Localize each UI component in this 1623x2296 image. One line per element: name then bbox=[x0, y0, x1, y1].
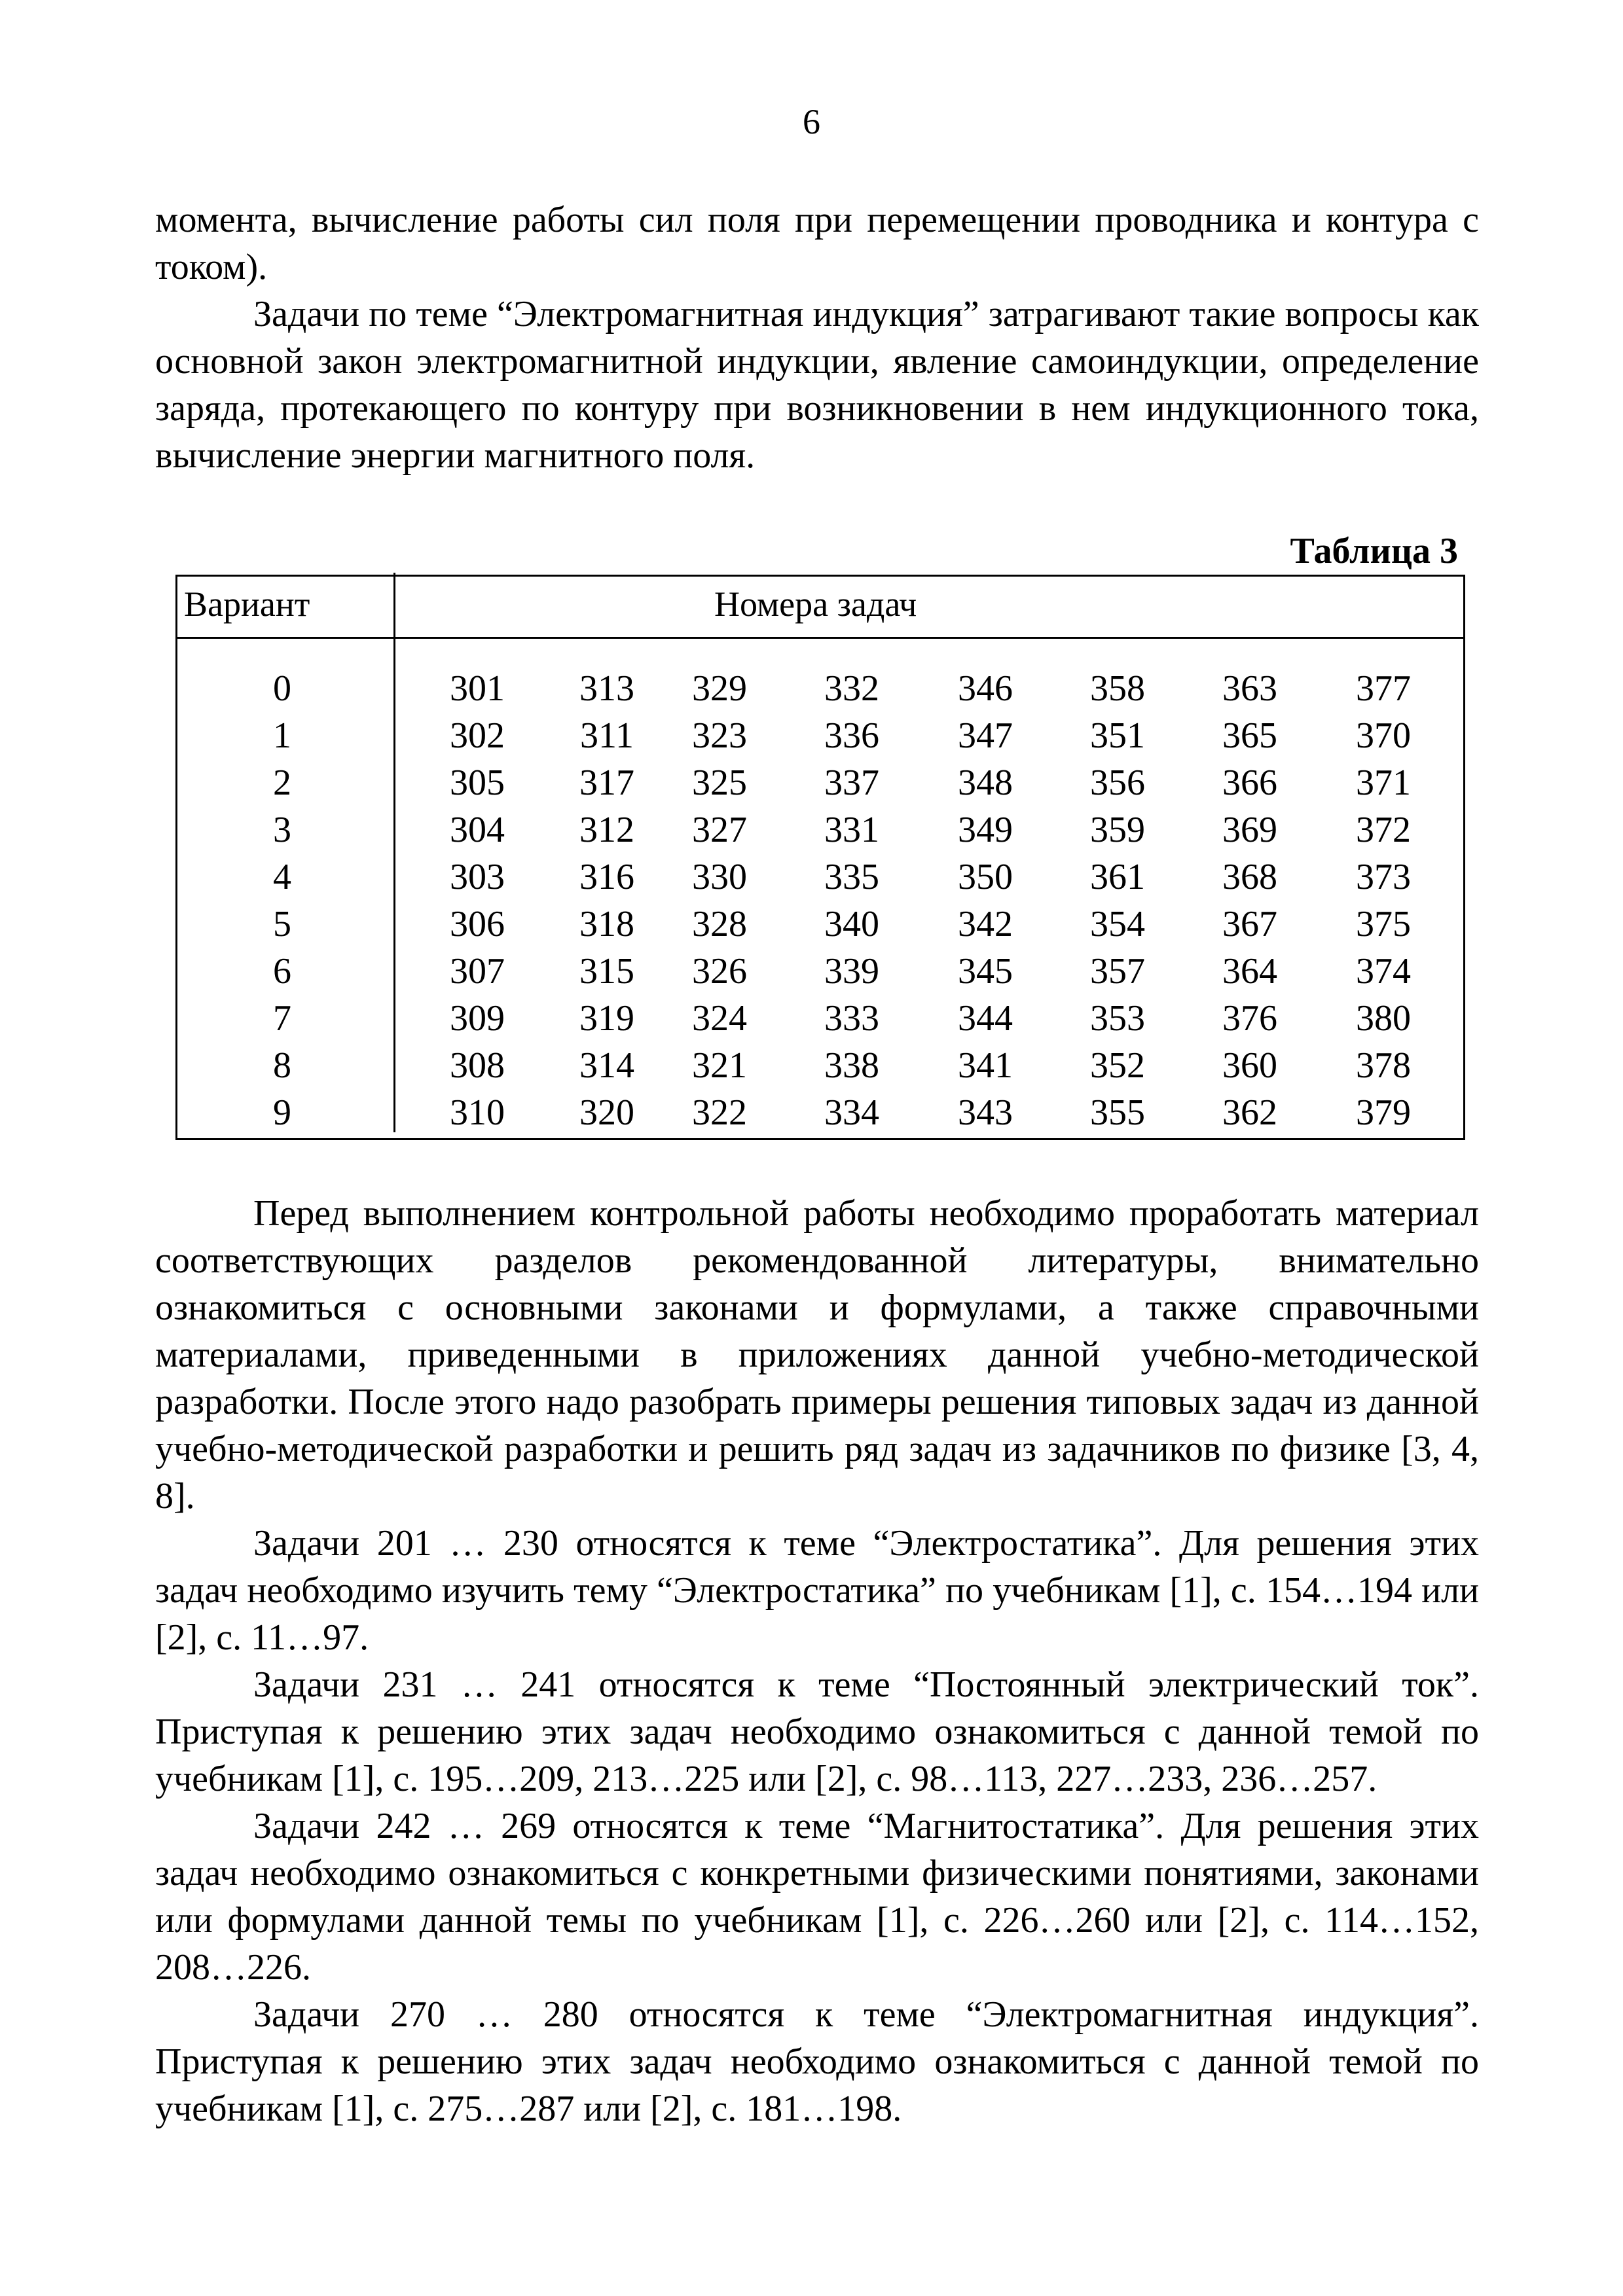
task-number-cell: 374 bbox=[1356, 951, 1411, 992]
paragraph: Задачи 270 … 280 относятся к теме “Электромагнитная индукция”. Приступая к решению этих задач необходимо ознакомиться с данной темой по учебникам [1], с. 275…287 или [2], с. 181…198. bbox=[155, 1994, 1479, 2129]
task-number-cell: 317 bbox=[579, 762, 634, 803]
task-number-cell: 337 bbox=[824, 762, 879, 803]
variant-cell: 1 bbox=[273, 715, 291, 756]
task-number-cell: 355 bbox=[1090, 1092, 1145, 1133]
task-number-cell: 341 bbox=[958, 1045, 1013, 1086]
table-row bbox=[177, 712, 1463, 759]
task-number-cell: 314 bbox=[579, 1045, 634, 1086]
task-number-cell: 364 bbox=[1222, 951, 1277, 992]
task-number-cell: 361 bbox=[1090, 857, 1145, 897]
task-number-cell: 380 bbox=[1356, 998, 1411, 1039]
task-number-cell: 375 bbox=[1356, 904, 1411, 944]
task-number-cell: 346 bbox=[958, 668, 1013, 709]
table-row bbox=[177, 1089, 1463, 1136]
task-number-cell: 302 bbox=[450, 715, 505, 756]
page-number: 6 bbox=[803, 102, 820, 141]
column-header-tasks: Номера задач bbox=[714, 584, 917, 624]
task-number-cell: 342 bbox=[958, 904, 1013, 944]
variant-cell: 0 bbox=[273, 668, 291, 709]
task-number-cell: 344 bbox=[958, 998, 1013, 1039]
variant-cell: 3 bbox=[273, 810, 291, 850]
task-number-cell: 310 bbox=[450, 1092, 505, 1133]
task-number-cell: 370 bbox=[1356, 715, 1411, 756]
task-number-cell: 369 bbox=[1222, 810, 1277, 850]
top-text-block bbox=[155, 196, 1479, 479]
table-row bbox=[177, 853, 1463, 901]
table-row bbox=[177, 901, 1463, 948]
task-number-cell: 371 bbox=[1356, 762, 1411, 803]
task-number-cell: 376 bbox=[1222, 998, 1277, 1039]
task-number-cell: 330 bbox=[692, 857, 747, 897]
task-number-cell: 324 bbox=[692, 998, 747, 1039]
task-number-cell: 334 bbox=[824, 1092, 879, 1133]
task-number-cell: 315 bbox=[579, 951, 634, 992]
task-number-cell: 312 bbox=[579, 810, 634, 850]
task-number-cell: 326 bbox=[692, 951, 747, 992]
table-row bbox=[177, 1042, 1463, 1089]
task-number-cell: 350 bbox=[958, 857, 1013, 897]
variant-cell: 5 bbox=[273, 904, 291, 944]
task-number-cell: 372 bbox=[1356, 810, 1411, 850]
task-number-cell: 301 bbox=[450, 668, 505, 709]
task-number-cell: 313 bbox=[579, 668, 634, 709]
task-number-cell: 304 bbox=[450, 810, 505, 850]
table-caption: Таблица 3 bbox=[1290, 531, 1458, 571]
table-row bbox=[177, 995, 1463, 1042]
task-number-cell: 331 bbox=[824, 810, 879, 850]
task-number-cell: 307 bbox=[450, 951, 505, 992]
task-number-cell: 351 bbox=[1090, 715, 1145, 756]
task-number-cell: 356 bbox=[1090, 762, 1145, 803]
task-number-cell: 327 bbox=[692, 810, 747, 850]
paragraph: Задачи 242 … 269 относятся к теме “Магнитостатика”. Для решения этих задач необходимо ознакомиться с конкретными физическими понятиями, законами или формулами данной темы по учебникам [1], с. 226…260 или [2], с. 114…152, 208…226. bbox=[155, 1806, 1479, 1988]
task-number-cell: 319 bbox=[579, 998, 634, 1039]
task-number-cell: 340 bbox=[824, 904, 879, 944]
task-number-cell: 329 bbox=[692, 668, 747, 709]
task-number-cell: 360 bbox=[1222, 1045, 1277, 1086]
task-number-cell: 354 bbox=[1090, 904, 1145, 944]
task-number-cell: 379 bbox=[1356, 1092, 1411, 1133]
task-number-cell: 345 bbox=[958, 951, 1013, 992]
table-row bbox=[177, 759, 1463, 806]
task-number-cell: 365 bbox=[1222, 715, 1277, 756]
task-number-cell: 322 bbox=[692, 1092, 747, 1133]
paragraph: момента, вычисление работы сил поля при перемещении проводника и контура с током). bbox=[155, 200, 1479, 287]
task-number-cell: 347 bbox=[958, 715, 1013, 756]
task-number-cell: 321 bbox=[692, 1045, 747, 1086]
task-number-cell: 308 bbox=[450, 1045, 505, 1086]
table-header-row bbox=[177, 577, 1463, 639]
task-number-cell: 323 bbox=[692, 715, 747, 756]
task-number-cell: 320 bbox=[579, 1092, 634, 1133]
task-number-cell: 328 bbox=[692, 904, 747, 944]
paragraph: Задачи 231 … 241 относятся к теме “Постоянный электрический ток”. Приступая к решению этих задач необходимо ознакомиться с данной темой по учебникам [1], с. 195…209, 213…225 или [2], с. 98…113, 227…233, 236…257. bbox=[155, 1664, 1479, 1799]
table-row bbox=[177, 665, 1463, 712]
bottom-text-block bbox=[155, 1190, 1479, 2132]
task-number-cell: 309 bbox=[450, 998, 505, 1039]
task-number-cell: 366 bbox=[1222, 762, 1277, 803]
task-number-cell: 377 bbox=[1356, 668, 1411, 709]
table-row bbox=[177, 806, 1463, 853]
variant-cell: 8 bbox=[273, 1045, 291, 1086]
paragraph: Задачи по теме “Электромагнитная индукция” затрагивают такие вопросы как основной закон электромагнитной индукции, явление самоиндукции, определение заряда, протекающего по контуру при возникновении в нем индукционного тока, вычисление энергии магнитного поля. bbox=[155, 294, 1479, 476]
column-header-variant: Вариант bbox=[184, 584, 310, 624]
task-number-cell: 332 bbox=[824, 668, 879, 709]
task-number-cell: 378 bbox=[1356, 1045, 1411, 1086]
paragraph: Задачи 201 … 230 относятся к теме “Электростатика”. Для решения этих задач необходимо изучить тему “Электростатика” по учебникам [1], с. 154…194 или [2], с. 11…97. bbox=[155, 1523, 1479, 1658]
task-number-cell: 368 bbox=[1222, 857, 1277, 897]
task-number-cell: 303 bbox=[450, 857, 505, 897]
task-number-cell: 335 bbox=[824, 857, 879, 897]
paragraph: Перед выполнением контрольной работы необходимо проработать материал соответствующих разделов рекомендованной литературы, внимательно ознакомиться с основными законами и формулами, а также справочными материалами, приведенными в приложениях данной учебно-методической разработки. После этого надо разобрать примеры решения типовых задач из данной учебно-методической разработки и решить ряд задач из задачников по физике [3, 4, 8]. bbox=[155, 1193, 1479, 1516]
task-number-cell: 339 bbox=[824, 951, 879, 992]
task-number-cell: 352 bbox=[1090, 1045, 1145, 1086]
task-number-cell: 363 bbox=[1222, 668, 1277, 709]
task-number-cell: 338 bbox=[824, 1045, 879, 1086]
variant-cell: 4 bbox=[273, 857, 291, 897]
task-number-cell: 359 bbox=[1090, 810, 1145, 850]
task-number-cell: 306 bbox=[450, 904, 505, 944]
task-number-cell: 333 bbox=[824, 998, 879, 1039]
task-number-cell: 358 bbox=[1090, 668, 1145, 709]
task-number-cell: 325 bbox=[692, 762, 747, 803]
variant-cell: 9 bbox=[273, 1092, 291, 1133]
task-number-cell: 367 bbox=[1222, 904, 1277, 944]
table-row bbox=[177, 948, 1463, 995]
task-number-cell: 318 bbox=[579, 904, 634, 944]
task-number-cell: 343 bbox=[958, 1092, 1013, 1133]
variant-cell: 6 bbox=[273, 951, 291, 992]
task-number-cell: 305 bbox=[450, 762, 505, 803]
task-variants-table bbox=[175, 575, 1465, 1140]
task-number-cell: 373 bbox=[1356, 857, 1411, 897]
task-number-cell: 353 bbox=[1090, 998, 1145, 1039]
task-number-cell: 336 bbox=[824, 715, 879, 756]
table-body bbox=[177, 665, 1463, 1136]
task-number-cell: 316 bbox=[579, 857, 634, 897]
task-number-cell: 348 bbox=[958, 762, 1013, 803]
variant-cell: 7 bbox=[273, 998, 291, 1039]
variant-cell: 2 bbox=[273, 762, 291, 803]
task-number-cell: 349 bbox=[958, 810, 1013, 850]
task-number-cell: 362 bbox=[1222, 1092, 1277, 1133]
task-number-cell: 311 bbox=[580, 715, 634, 756]
task-number-cell: 357 bbox=[1090, 951, 1145, 992]
